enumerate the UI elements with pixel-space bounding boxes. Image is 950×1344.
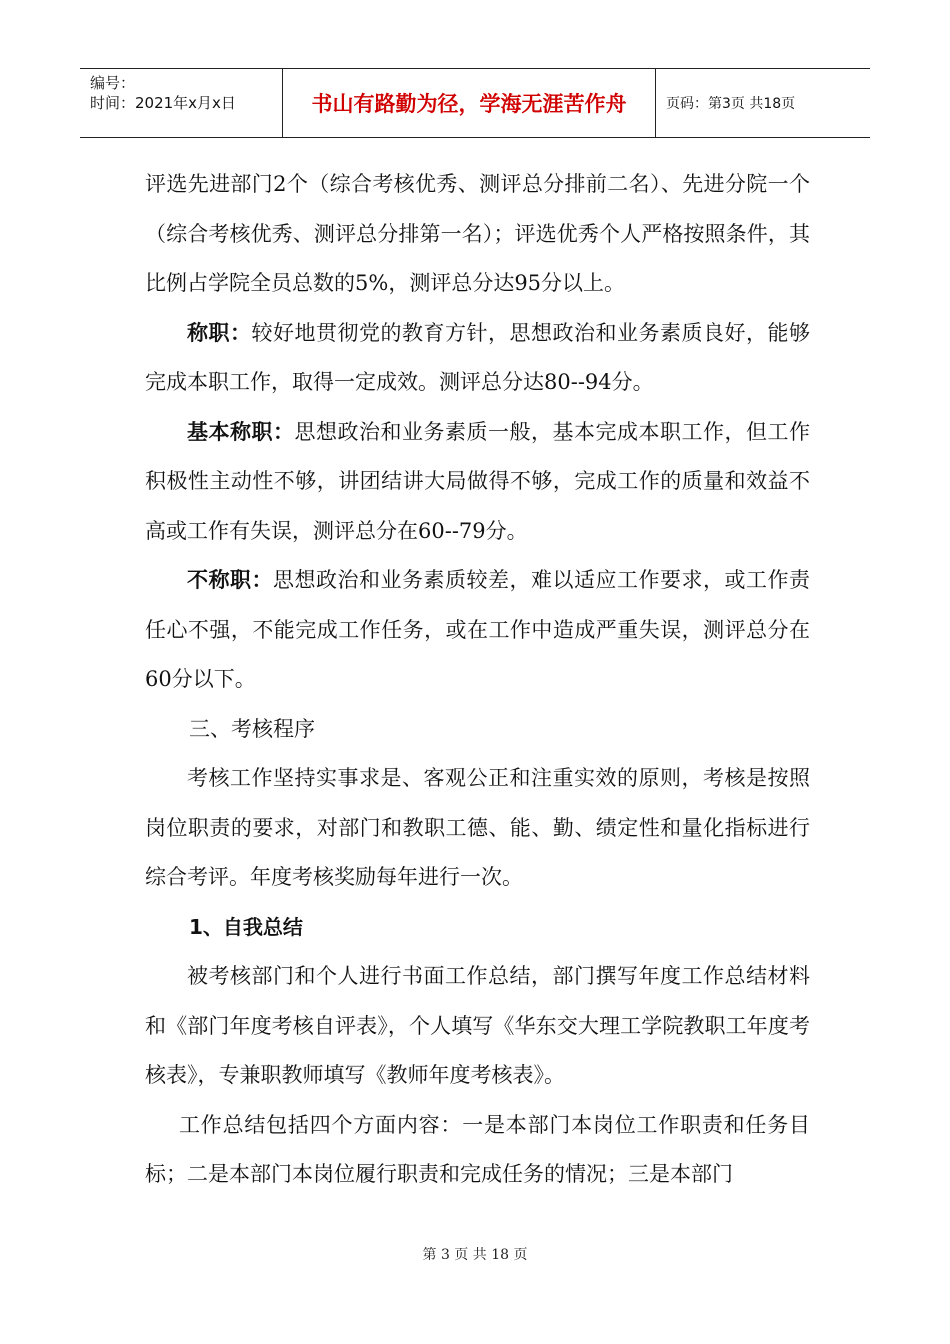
document-body xyxy=(145,160,810,1200)
paragraph-advanced-selection: 评选先进部门2个（综合考核优秀、测评总分排前二名）、先进分院一个（综合考核优秀、测评总分排第一名）；评选优秀个人严格按照条件，其比例占学院全员总数的5%，测评总分达95分以上。 xyxy=(145,172,810,295)
paragraph-competent xyxy=(145,309,810,408)
paragraph-incompetent xyxy=(145,556,810,705)
paragraph-procedure-principle: 考核工作坚持实事求是、客观公正和注重实效的原则，考核是按照岗位职责的要求，对部门和教职工德、能、勤、绩定性和量化指标进行综合考评。年度考核奖励每年进行一次。 xyxy=(145,766,810,889)
basically-competent-label: 基本称职： xyxy=(187,419,295,444)
header-table xyxy=(80,68,870,138)
basically-competent-text: 思想政治和业务素质一般，基本完成本职工作，但工作积极性主动性不够，讲团结讲大局做得不够，完成工作的质量和效益不高或工作有失误，测评总分在60--79分。 xyxy=(145,419,810,543)
paragraph-self-summary: 被考核部门和个人进行书面工作总结，部门撰写年度工作总结材料和《部门年度考核自评表》，个人填写《华东交大理工学院教职工年度考核表》，专兼职教师填写《教师年度考核表》。 xyxy=(145,964,810,1087)
paragraph-basically-competent xyxy=(145,408,810,557)
header-motto: 书山有路勤为径，学海无涯苦作舟 xyxy=(283,69,656,137)
page-footer: 第 3 页 共 18 页 xyxy=(422,1247,528,1263)
incompetent-text: 思想政治和业务素质较差，难以适应工作要求，或工作责任心不强，不能完成工作任务，或在工作中造成严重失误，测评总分在60分以下。 xyxy=(145,568,810,691)
paragraph-summary-content: 工作总结包括四个方面内容：一是本部门本岗位工作职责和任务目标；二是本部门本岗位履行职责和完成任务的情况；三是本部门 xyxy=(145,1112,810,1186)
document-number-label: 编号： xyxy=(90,74,136,92)
header-page-info: 页码：第3页 共18页 xyxy=(666,96,796,112)
subsection-heading-self-summary: 1、自我总结 xyxy=(189,914,303,939)
section-heading-procedure: 三、考核程序 xyxy=(189,716,315,741)
competent-label: 称职： xyxy=(187,320,252,345)
incompetent-label: 不称职： xyxy=(187,568,273,592)
document-time-label: 时间：2021年x月x日 xyxy=(90,94,236,112)
competent-text: 较好地贯彻党的教育方针，思想政治和业务素质良好，能够完成本职工作，取得一定成效。测评总分达80--94分。 xyxy=(145,320,810,394)
header-meta-cell xyxy=(80,69,283,137)
